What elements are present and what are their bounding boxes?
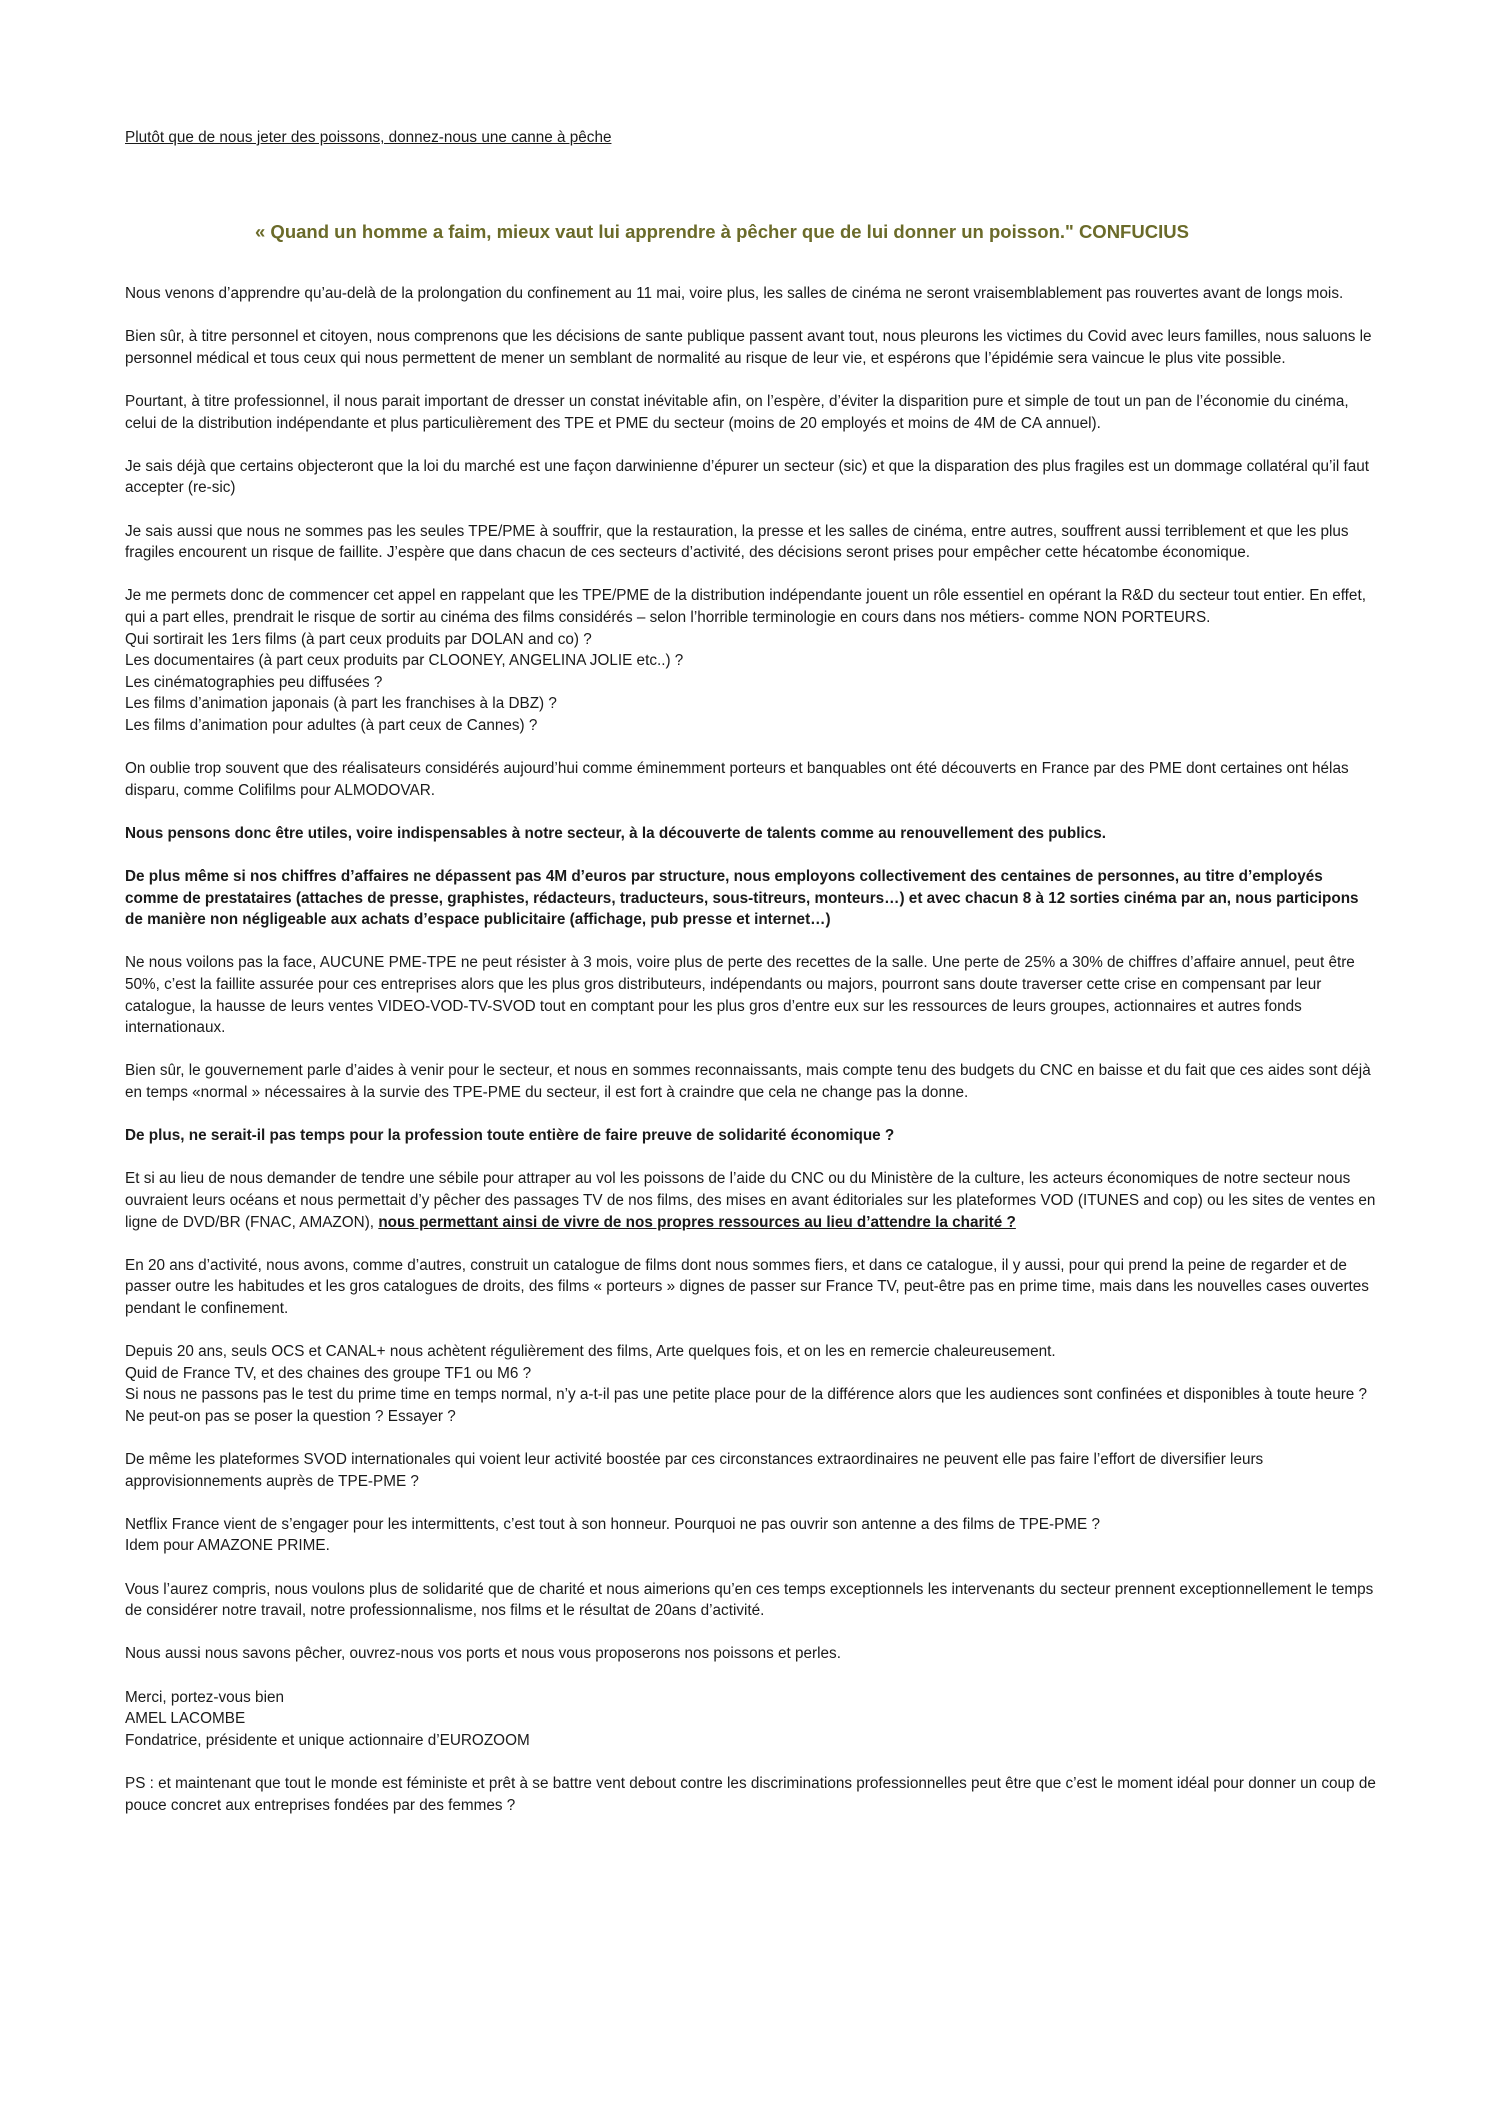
paragraph: Je sais déjà que certains objecteront que la loi du marché est une façon darwinienne d’épurer un secteur (sic) et que la disparation des plus fragiles est un dommage collatéral qu’il faut accepter (re-sic) [125,457,1370,497]
paragraph: Pourtant, à titre professionnel, il nous parait important de dresser un constat inévitable afin, on l’espère, d’éviter la disparition pure et simple de tout un pan de l’économie du cinéma, celui de la distribution indépendante et plus particulièrement des TPE et PME du secteur (moins de 20 employés et moins de 4M de CA annuel). [125,392,1349,432]
line: Si nous ne passons pas le test du prime time en temps normal, n’y a-t-il pas une petite place pour de la différence alors que les audiences sont confinées et disponibles à toute heure ? Ne peut-on pas se poser la question ? Essayer ? [125,1386,1368,1425]
line: Quid de France TV, et des chaines des groupe TF1 ou M6 ? [125,1364,532,1382]
paragraph [125,1341,1380,1427]
list-item: Les documentaires (à part ceux produits par CLOONEY, ANGELINA JOLIE etc..) ? [125,652,684,670]
paragraph-text: Et si au lieu de nous demander de tendre une sébile pour attraper au vol les poissons de l’aide du CNC ou du Ministère de la culture, les acteurs économiques de notre secteur nous ouvraient leurs océans et nous permettait d’y pêcher des passages TV de nos films, des mises en avant éditoriales sur les plateformes VOD (ITUNES and cop) ou les sites de ventes en ligne de DVD/BR (FNAC, AMAZON), [125,1170,1376,1231]
paragraph: Nous venons d’apprendre qu’au-delà de la prolongation du confinement au 11 mai, voire plus, les salles de cinéma ne seront vraisemblablement pas rouvertes avant de longs mois. [125,285,1344,302]
signature-block [125,1687,1380,1752]
paragraph: Je sais aussi que nous ne sommes pas les seules TPE/PME à souffrir, que la restauration, la presse et les salles de cinéma, entre autres, souffrent aussi terriblement et que les plus fragiles encourent un risque de faillite. J’espère que dans chacun de ces secteurs d’activité, des décisions seront prises pour empêcher cette hécatombe économique. [125,522,1349,562]
paragraph: Vous l’aurez compris, nous voulons plus de solidarité que de charité et nous aimerions qu’en ces temps exceptionnels les intervenants du secteur prennent exceptionnellement le temps de considérer notre travail, notre professionnalisme, nos films et le résultat de 20ans d’activité. [125,1580,1374,1620]
list-item: Les films d’animation pour adultes (à part ceux de Cannes) ? [125,716,538,734]
epigraph-quote [255,220,1405,244]
paragraph: En 20 ans d’activité, nous avons, comme d’autres, construit un catalogue de films dont nous sommes fiers, et dans ce catalogue, il y aussi, pour qui prend la peine de regarder et de passer outre les habitudes et les gros catalogues de droits, des films « porteurs » dignes de passer sur France TV, peut-être pas en prime time, mais dans les nouvelles cases ouvertes pendant le confinement. [125,1256,1369,1317]
document-title: Plutôt que de nous jeter des poissons, donnez-nous une canne à pêche [125,129,612,146]
line: Depuis 20 ans, seuls OCS et CANAL+ nous achètent régulièrement des films, Arte quelques fois, et on les en remercie chaleureusement. [125,1343,1056,1361]
paragraph [125,1514,1380,1557]
letter-body [125,283,1380,1838]
paragraph: Bien sûr, à titre personnel et citoyen, nous comprenons que les décisions de sante publique passent avant tout, nous pleurons les victimes du Covid avec leurs familles, nous saluons le personnel médical et tous ceux qui nous permettent de mener un semblant de normalité au risque de leur vie, et espérons que l’épidémie sera vaincue le plus vite possible. [125,328,1372,367]
list-item: Qui sortirait les 1ers films (à part ceux produits par DOLAN and co) ? [125,630,592,648]
quote-text: « Quand un homme a faim, mieux vaut lui apprendre à pêcher que de lui donner un poisson." [255,221,1074,242]
signer-name: AMEL LACOMBE [125,1710,246,1728]
closing: Merci, portez-vous bien [125,1688,284,1706]
paragraph: On oublie trop souvent que des réalisateurs considérés aujourd’hui comme éminemment porteurs et banquables ont été découverts en France par des PME dont certaines ont hélas disparu, comme Colifilms pour ALMODOVAR. [125,760,1349,799]
paragraph [125,1168,1380,1233]
paragraph-bold: De plus, ne serait-il pas temps pour la profession toute entière de faire preuve de solidarité économique ? [125,1127,895,1145]
postscript: PS : et maintenant que tout le monde est féministe et prêt à se battre vent debout contre les discriminations professionnelles peut être que c’est le moment idéal pour donner un coup de pouce concret aux entreprises fondées par des femmes ? [125,1774,1376,1814]
quote-author: CONFUCIUS [1078,221,1189,242]
paragraph: Bien sûr, le gouvernement parle d’aides à venir pour le secteur, et nous en sommes reconnaissants, mais compte tenu des budgets du CNC en baisse et du fait que ces aides sont déjà en temps «normal » nécessaires à la survie des TPE-PME du secteur, il est fort à craindre que cela ne change pas la donne. [125,1062,1371,1101]
paragraph: Ne nous voilons pas la face, AUCUNE PME-TPE ne peut résister à 3 mois, voire plus de perte des recettes de la salle. Une perte de 25% a 30% de chiffres d’affaire annuel, peut être 50%, c’est la faillite assurée pour ces entreprises alors que les plus gros distributeurs, indépendants ou majors, pourront sans doute traverser cette crise en compensant par leur catalogue, la hausse de leurs ventes VIDEO-VOD-TV-SVOD tout en comptant pour les plus gros d’entre eux sur les ressources de leurs groupes, actionnaires et autres fonds internationaux. [125,954,1355,1037]
paragraph-bold: Nous pensons donc être utiles, voire indispensables à notre secteur, à la découverte de talents comme au renouvellement des publics. [125,824,1107,842]
line: Netflix France vient de s’engager pour les intermittents, c’est tout à son honneur. Pourquoi ne pas ouvrir son antenne a des films de TPE-PME ? [125,1515,1100,1533]
paragraph: De même les plateformes SVOD internationales qui voient leur activité boostée par ces circonstances extraordinaires ne peuvent elle pas faire l’effort de diversifier leurs approvisionnements auprès de TPE-PME ? [125,1451,1264,1490]
paragraph-text: Je me permets donc de commencer cet appel en rappelant que les TPE/PME de la distribution indépendante jouent un rôle essentiel en opérant la R&D du secteur tout entier. En effet, qui a part elles, prendrait le risque de sortir au cinéma des films considérés – selon l’horrible terminologie en cours dans nos métiers- comme NON PORTEURS. [125,587,1366,626]
list-item: Les films d’animation japonais (à part les franchises à la DBZ) ? [125,695,557,713]
paragraph-with-list [125,585,1380,736]
paragraph: Nous aussi nous savons pêcher, ouvrez-nous vos ports et nous vous proposerons nos poissons et perles. [125,1645,841,1663]
signer-title: Fondatrice, présidente et unique actionnaire d’EUROZOOM [125,1731,530,1749]
list-item: Les cinématographies peu diffusées ? [125,673,383,691]
line: Idem pour AMAZONE PRIME. [125,1537,330,1555]
emphasis-underlined: nous permettant ainsi de vivre de nos propres ressources au lieu d’attendre la charité ? [378,1213,1016,1231]
paragraph-bold: De plus même si nos chiffres d’affaires ne dépassent pas 4M d’euros par structure, nous employons collectivement des centaines de personnes, au titre d’employés comme de prestataires (attaches de presse, graphistes, rédacteurs, traducteurs, sous-titreurs, monteurs…) et avec chacun 8 à 12 sorties cinéma par an, nous participons de manière non négligeable aux achats d’espace publicitaire (affichage, pub presse et internet…) [125,868,1359,929]
